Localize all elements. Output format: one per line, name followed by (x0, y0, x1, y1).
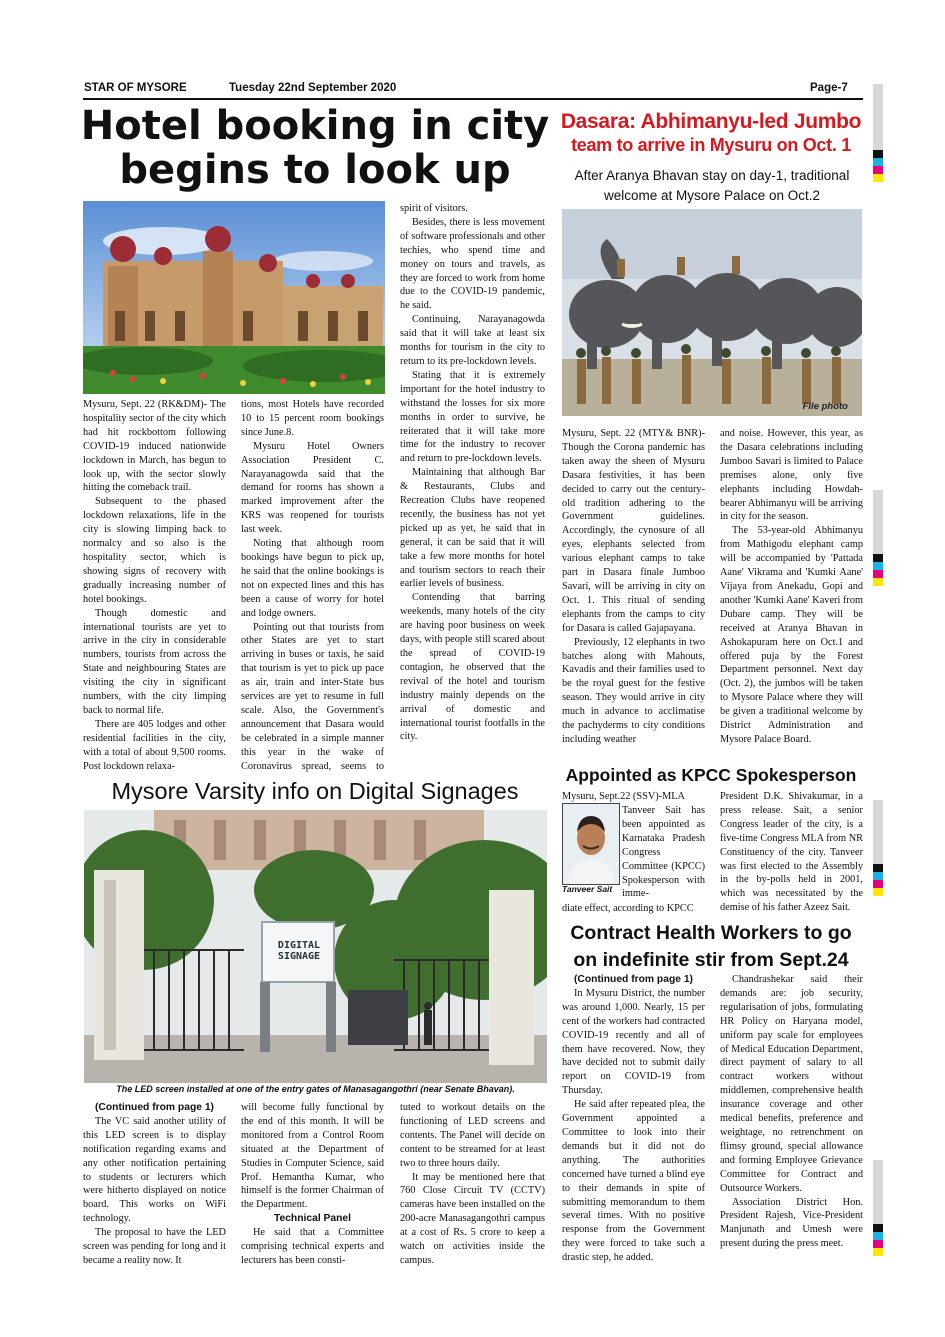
grey-margin-strip-2 (873, 490, 883, 554)
page-number: Page-7 (810, 82, 848, 94)
varsity-headline: Mysore Varsity info on Digital Signages (111, 778, 519, 804)
masthead-rule (83, 98, 863, 100)
dasara-headline: Dasara: Abhimanyu-led Jumbo team to arrive in Mysuru on Oct. 1 (560, 110, 862, 155)
dasara-col-2: and noise. However, this year, as the Dasara celebrations including Jumboo Savari is limited to Palace premises alone, only five elephants including Howdah-bearer Abhimanyu will be arriving in city for the season. The 53-year-old Abhimanyu from Mathigodu elephant camp will be accompanied by 'Pattada Aane' Vikrama and 'Kumki Aane' Vijaya from Anekadu, Gopi and another 'Kumki Aane' Kaveri from Dubare camp. They will be received at Aranya Bhavan in Ashokapuram here on Oct.1 and offered puja by the Forest Department personnel. Next day (Oct. 2), the jumbos will be taken to Mysore Palace where they will be given a traditional welcome by District Administration and Mysore Palace Board. (720, 428, 863, 745)
kpcc-col-1-bottom: diate effect, according to KPCC (562, 903, 694, 914)
health-headline: Contract Health Workers to go on indefinite stir from Sept.24 (570, 922, 852, 971)
cmyk-color-marks-4 (873, 1224, 883, 1256)
hotel-col-1: Mysuru, Sept. 22 (RK&DM)- The hospitality sector of the city which had hit rockbottom following COVID-19 induced nationwide lockdown in March, has begun to look up, with the sector slowly hitting the comeback trail. Subsequent to the phased lockdown relaxations, life in the city is slowing limping back to normalcy and so also is the hospitality sector, which is showing signs of recovery with gradually increasing number of hotel bookings. Though domestic and international tourists are yet to arrive in the city in considerable numbers, tourists from across the State and neighbouring States are visiting the city in significant numbers, with the city limping back to normal life. There are 405 lodges and other residential facilities in the city, with a total of about 9,500 rooms. Post lockdown relaxa- (83, 399, 226, 772)
cmyk-color-marks-3 (873, 864, 883, 896)
health-col-1: (Continued from page 1) In Mysuru District, the number was around 1,000. Nearly, 15 per cent of the workers had contracted COVID-19 recently and all of them have recovered. Now, they have decided not to submit daily report on COVID-19 from Thursday. He said after repeated plea, the Government appointed a Committee to look into their demands but it did not do anything. The authorities concerned have turned a blind eye to their demands in spite of submitting memorandum to them several times. With no positive response from the Government they were forced to take such a drastic step, he added. (562, 974, 705, 1264)
grey-margin-strip-3 (873, 800, 883, 864)
palace-photo (83, 201, 385, 394)
paper-name: STAR OF MYSORE (84, 82, 187, 94)
kpcc-headline: Appointed as KPCC Spokesperson (565, 765, 857, 785)
varsity-col-3: tuted to workout details on the functioning of LED screens and contents. The Panel will decide on content to be streamed for at least two to three hours daily. It may be mentioned here that 760 Close Circuit TV (CCTV) cameras have been installed on the 200-acre Manasagangothri campus at a cost of Rs. 5 crore to keep a watch on activities inside the campus. (400, 1102, 545, 1266)
kpcc-col-1-top: Mysuru, Sept.22 (SSV)-MLA (562, 791, 685, 802)
issue-date: Tuesday 22nd September 2020 (229, 82, 397, 94)
dasara-col-1: Mysuru, Sept. 22 (MTY& BNR)- Though the Corona pandemic has taken away the sheen of Mysuru Dasara festivities, it has been decided to carry out the century-old tradition adhering to the Government guidelines. Accordingly, the cynosure of all eyes, elephants selected from various elephant camps to take part in Dasara finale Jumboo Savari, will be arriving in city on Oct. 1. This ritual of sending elephants from the camps to city for Dasara is called Gajapayana. Previously, 12 elephants in two batches along with Mahouts, Kavadis and their families used to be the royal guest for the festive season. They would arrive in city much in advance to acclimatise the pachyderms to city conditions including weather (562, 428, 705, 745)
gate-photo (84, 810, 547, 1083)
kpcc-col-2: President D.K. Shivakumar, in a press release. Sait, a senior Congress leader of the city, is a five-time Congress MLA from NR Constituency of the city. Tanveer was first elected to the Assembly in the by-polls held in 2001, which was necessitated by the demise of his father Azeez Sait. (720, 791, 863, 914)
cmyk-color-marks-1 (873, 150, 883, 182)
health-col-2: Chandrashekar said their demands are: job security, regularisation of jobs, formulating HR Policy on Haryana model, uniform pay scale for employees of Medical Education Department, direct payment of salary to all contract workers without middlemen, comprehensive health insurance coverage and other medical benefits, preference and weightage, no retrenchment on flimsy ground, special allowance and forming Employee Grievance Committee for Contract and Outsource Workers. Association District Hon. President Rajesh, Vice-President Manjunath and Umesh were present during the press meet. (720, 974, 863, 1250)
varsity-col-1: (Continued from page 1) The VC said another utility of this LED screen is to display notification regarding exams and any other notification pertaining to students or lecturers which were hitherto displayed on notice board. This works on WiFi technology. The proposal to have the LED screen was pending for long and it became a reality now. It (83, 1102, 226, 1266)
tanveer-sait-caption: Tanveer Sait (562, 884, 613, 894)
gate-photo-caption: The LED screen installed at one of the entry gates of Manasagangothri (near Senate Bhavan). (116, 1084, 515, 1094)
hotel-headline: Hotel booking in city begins to look up (80, 103, 550, 193)
tanveer-sait-photo (562, 803, 620, 885)
grey-margin-strip-1 (873, 84, 883, 150)
kpcc-col-1-wrap: Tanveer Sait has been appointed as Karnataka Pradesh Congress Committee (KPCC) Spokesperson with imme- (622, 805, 705, 900)
cmyk-color-marks-2 (873, 554, 883, 586)
digital-signage-board: DIGITAL SIGNAGE (277, 940, 321, 962)
hotel-col-2: tions, most Hotels have recorded 10 to 15 percent room bookings since June.8. Mysuru Hotel Owners Association President C. Narayanagowda said that the demand for rooms has shown a marked improvement after the KRS was reopened for tourists last week. Noting that although room bookings have begun to pick up, he said that the online bookings is not on expected lines and this has been a cause of worry for hotel and lodge owners. Pointing out that tourists from other States are yet to start arriving in buses or taxis, he said that tourism is yet to pick up pace as air, train and inter-State bus services are yet to resume in full scale. Also, the Government's announcement that Dasara would be celebrated in a simple manner this year in the wake of Coronavirus spread, seems to (241, 399, 384, 772)
elephants-photo (562, 209, 862, 416)
photo-credit: File photo (802, 401, 848, 412)
varsity-col-2: will become fully functional by the end of this month. It will be monitored from a Control Room situated at the Department of Studies in Computer Science, said Prof. Hemantha Kumar, who himself is the former Chairman of the Department. Technical Panel He said that a Committee comprising technical experts and lecturers has been consti- (241, 1102, 384, 1266)
hotel-col-3: spirit of visitors. Besides, there is less movement of software professionals and other techies, who spend time and money on tours and travels, as they are forced to work from home due to the COVID-19 pandemic, he said. Continuing, Narayanagowda said that it will take at least six months for tourism in the city to return to its pre-lockdown levels. Stating that it is extremely important for the hotel industry to withstand the losses for six more months in order to survive, he reiterated that it will take more time for the industry to recover and return to pre-lockdown levels. Maintaining that although Bar & Restaurants, Clubs and Recreation Clubs have reopened recently, the business has not yet picked up as yet, he said that in general, it can be said that it will take a few more months for hotel and tourism sectors to reach their earlier levels of business. Contending that barring weekends, many hotels of the city are having poor business on week days, with people still scared about the spread of COVID-19 contagion, he observed that the revival of the hotel and tourism industry mainly depends on the arrival of domestic and international tourist footfalls in the city. (400, 203, 545, 743)
grey-margin-strip-4 (873, 1160, 883, 1224)
dasara-subhead: After Aranya Bhavan stay on day-1, traditional welcome at Mysore Palace on Oct.2 (574, 168, 850, 203)
